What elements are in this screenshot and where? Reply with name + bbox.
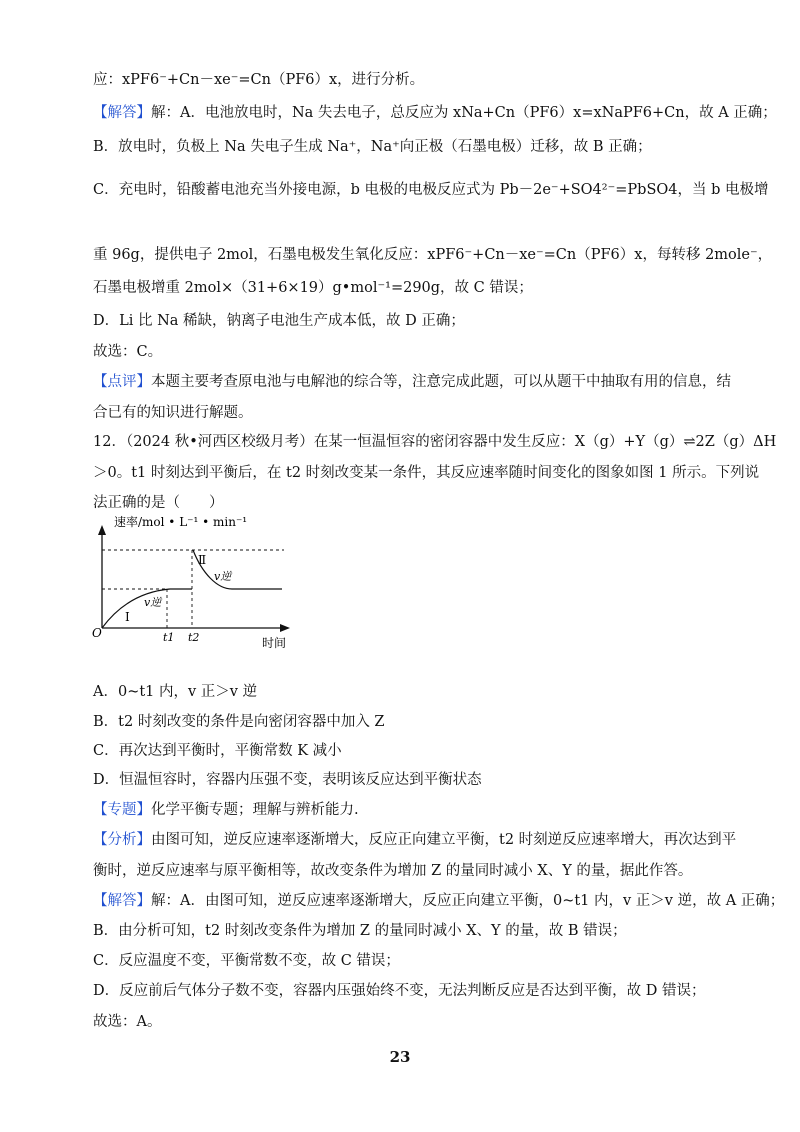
region-2-label: Ⅱ	[198, 553, 207, 567]
section-tag: 【解答】	[93, 893, 151, 909]
line-text: 解：A．电池放电时，Na 失去电子，总反应为 xNa+Cn（PF6）x=xNaPF6+Cn，故 A 正确；	[151, 105, 777, 121]
line-text: 化学平衡专题；理解与辨析能力.	[151, 802, 359, 818]
text-line	[93, 921, 740, 941]
line-text: 衡时，逆反应速率与原平衡相等，故改变条件为增加 Z 的量同时减小 X、Y 的量，据此作答。	[93, 863, 693, 879]
text-line	[93, 830, 740, 850]
origin-label: O	[92, 626, 102, 640]
rate-time-figure	[92, 513, 292, 653]
text-line	[93, 278, 740, 298]
t2-label: t2	[188, 631, 200, 644]
line-text: C．充电时，铅酸蓄电池充当外接电源，b 电极的电极反应式为 Pb－2e⁻+SO4²⁻=PbSO4，当 b 电极增	[93, 182, 769, 198]
line-text: 由图可知，逆反应速率逐渐增大，反应正向建立平衡，t2 时刻逆反应速率增大，再次达到平	[151, 832, 737, 848]
y-axis-label: 速率/mol • L⁻¹ • min⁻¹	[114, 515, 248, 529]
line-text: 合已有的知识进行解题。	[93, 405, 253, 421]
text-line	[93, 861, 740, 881]
text-line	[93, 245, 773, 265]
line-text: C．反应温度不变，平衡常数不变，故 C 错误；	[93, 953, 400, 969]
page-number: 23	[389, 1048, 411, 1066]
text-line	[93, 103, 777, 123]
line-text: C．再次达到平衡时，平衡常数 K 减小	[93, 743, 342, 759]
line-text: 石墨电极增重 2mol×（31+6×19）g•mol⁻¹=290g，故 C 错误；	[93, 280, 533, 296]
text-line	[93, 372, 740, 392]
section-tag: 【点评】	[93, 374, 151, 390]
text-line	[93, 463, 760, 483]
section-tag: 【解答】	[93, 105, 151, 121]
line-text: D．反应前后气体分子数不变，容器内压强始终不变，无法判断反应是否达到平衡，故 D 错误；	[93, 983, 706, 999]
v-reverse-1-label: v逆	[144, 596, 162, 609]
text-line	[93, 403, 740, 423]
t1-label: t1	[163, 631, 175, 644]
text-line	[93, 311, 740, 331]
v-reverse-2-label: v逆	[214, 570, 232, 583]
line-text: D．恒温恒容时，容器内压强不变，表明该反应达到平衡状态	[93, 772, 482, 788]
text-line	[93, 951, 740, 971]
x-axis-label: 时间	[262, 636, 287, 650]
text-line	[93, 70, 740, 90]
text-line	[93, 342, 740, 362]
region-1-label: I	[125, 610, 130, 624]
text-line	[93, 741, 740, 761]
text-line	[93, 981, 740, 1001]
section-tag: 【专题】	[93, 802, 151, 818]
line-text: 应：xPF6⁻+Cn－xe⁻=Cn（PF6）x，进行分析。	[93, 72, 425, 88]
line-text: B．放电时，负极上 Na 失电子生成 Na⁺，Na⁺向正极（石墨电极）迁移，故 B 正确；	[93, 139, 652, 155]
curve-2	[193, 550, 282, 589]
text-line	[93, 770, 740, 790]
text-line	[93, 712, 740, 732]
line-text: 本题主要考查原电池与电解池的综合等，注意完成此题，可以从题干中抽取有用的信息，结	[151, 374, 731, 390]
x-axis-arrow	[280, 624, 290, 632]
line-text: 12．（2024 秋•河西区校级月考）在某一恒温恒容的密闭容器中发生反应：X（g）+Y（g）⇌2Z（g）ΔH	[93, 434, 777, 450]
line-text: D．Li 比 Na 稀缺，钠离子电池生产成本低，故 D 正确；	[93, 313, 465, 329]
text-line	[93, 180, 769, 200]
y-axis-arrow	[98, 525, 106, 535]
text-line	[93, 800, 740, 820]
line-text: 解：A．由图可知，逆反应速率逐渐增大，反应正向建立平衡，0~t1 内，v 正＞v 逆，故 A 正确；	[151, 893, 785, 909]
text-line	[93, 1012, 740, 1032]
line-text: B．t2 时刻改变的条件是向密闭容器中加入 Z	[93, 714, 385, 730]
section-tag: 【分析】	[93, 832, 151, 848]
text-line	[93, 432, 777, 452]
line-text: A．0~t1 内，v 正＞v 逆	[93, 684, 258, 700]
line-text: 重 96g，提供电子 2mol，石墨电极发生氧化反应：xPF6⁻+Cn－xe⁻=Cn（PF6）x，每转移 2mole⁻，	[93, 247, 773, 263]
line-text: B．由分析可知，t2 时刻改变条件为增加 Z 的量同时减小 X、Y 的量，故 B 错误；	[93, 923, 627, 939]
text-line	[93, 493, 740, 513]
line-text: 故选：A。	[93, 1014, 162, 1030]
line-text: ＞0。t1 时刻达到平衡后，在 t2 时刻改变某一条件，其反应速率随时间变化的图象如图 1 所示。下列说	[93, 465, 760, 481]
text-line	[93, 891, 785, 911]
text-line	[93, 137, 740, 157]
line-text: 法正确的是（ ）	[93, 495, 224, 511]
line-text: 故选：C。	[93, 344, 163, 360]
text-line	[93, 682, 740, 702]
